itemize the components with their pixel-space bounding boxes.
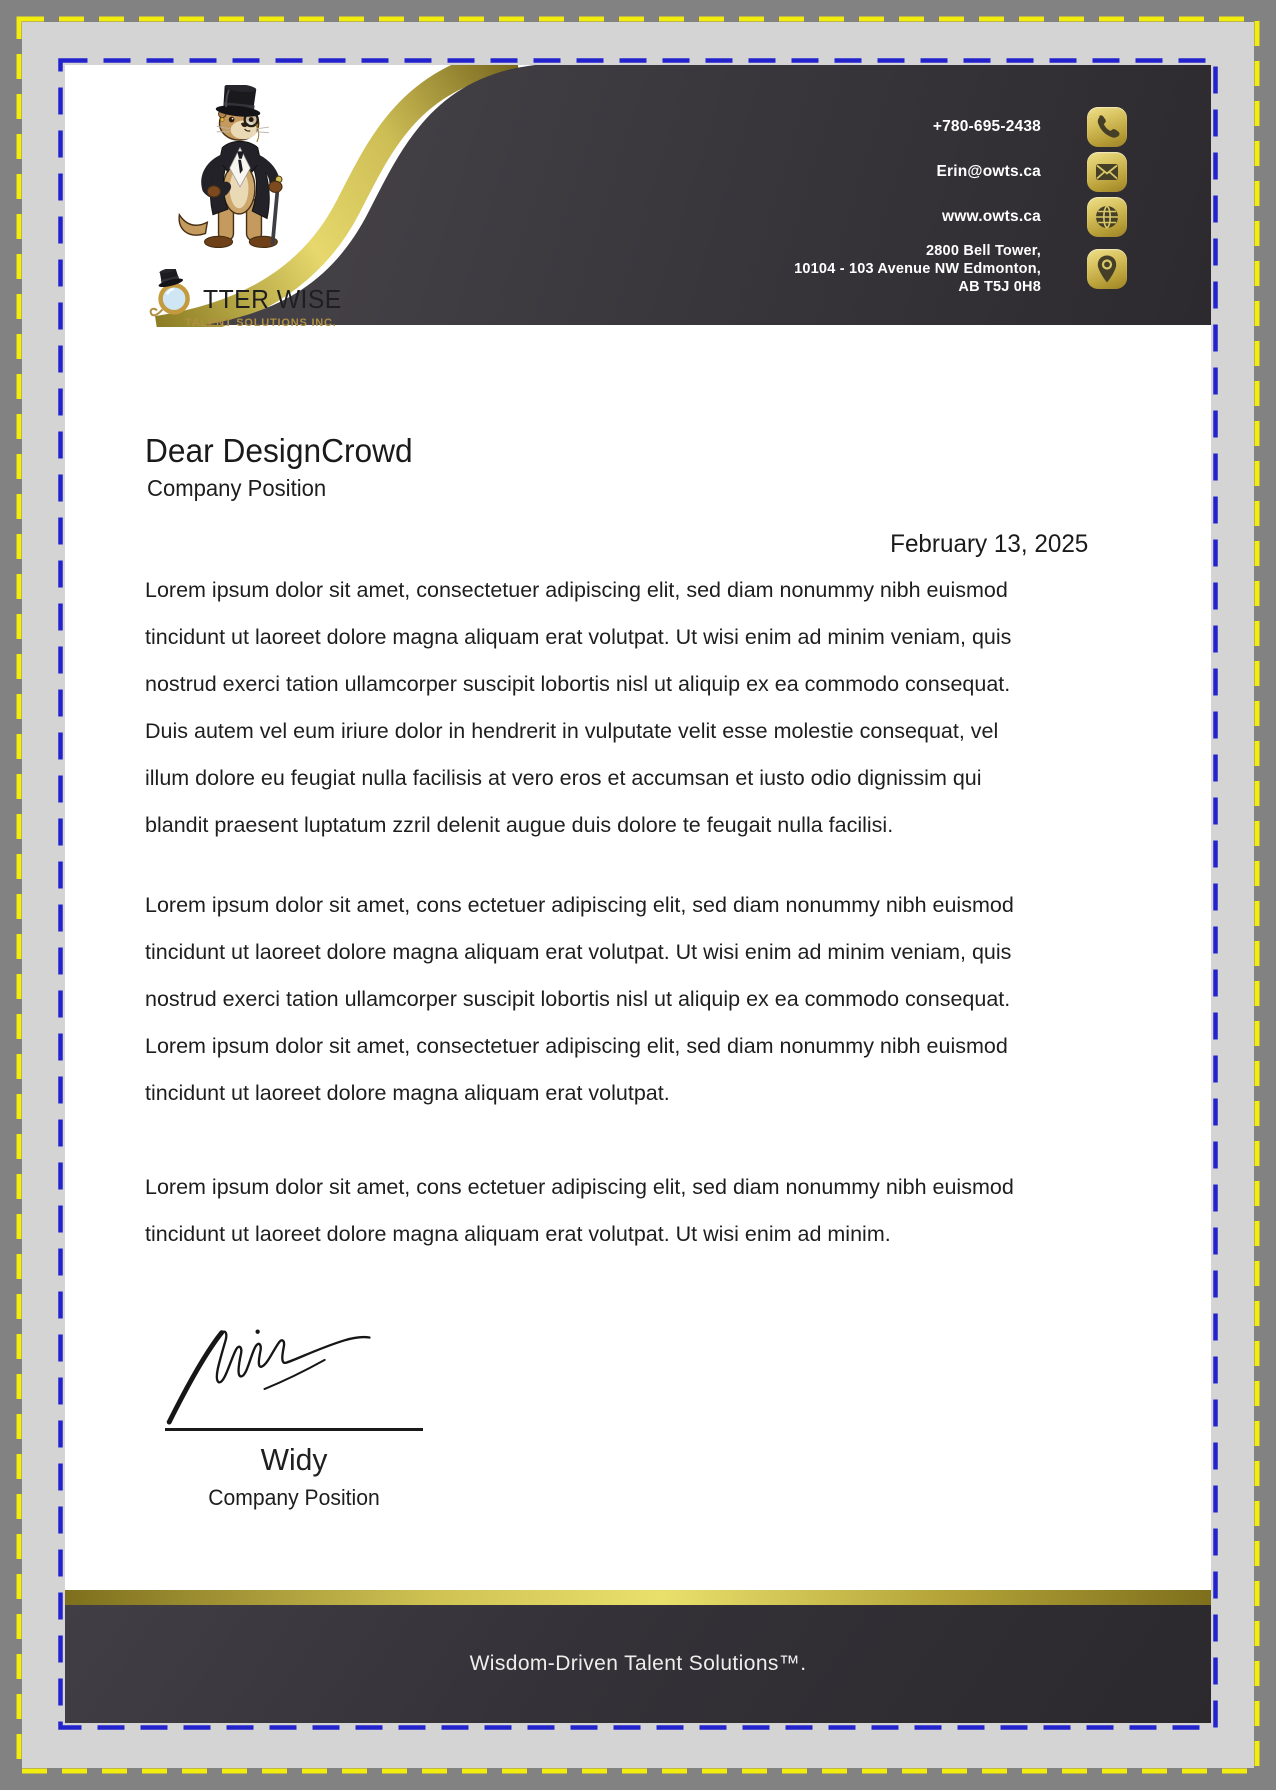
contact-row	[933, 107, 1127, 147]
globe-icon	[1087, 197, 1127, 237]
paragraph-line: tincidunt ut laoreet dolore magna aliquam erat volutpat. Ut wisi enim ad minim veniam, quis	[145, 940, 1012, 964]
letter-body	[145, 567, 1115, 1291]
footer-gold-bar	[65, 1590, 1211, 1605]
paragraph-line: blandit praesent luptatum zzril delenit augue duis dolore te feugait nulla facilisi.	[145, 813, 894, 837]
signature-scribble	[161, 1321, 399, 1426]
letter-date: February 13, 2025	[889, 530, 1088, 558]
mascot-tail	[179, 215, 207, 235]
location-icon	[1087, 249, 1127, 289]
contact-text: +780-695-2438	[932, 118, 1041, 135]
letterhead-page	[65, 65, 1211, 1723]
paragraph	[145, 567, 1115, 849]
paragraph-line: Duis autem vel eum iriure dolor in hendrerit in vulputate velit esse molestie consequat, vel	[145, 719, 999, 743]
signer-name: Widy	[260, 1442, 328, 1477]
paragraph-line: tincidunt ut laoreet dolore magna aliquam erat volutpat.	[145, 1081, 670, 1105]
paragraph-line: tincidunt ut laoreet dolore magna aliquam erat volutpat. Ut wisi enim ad minim.	[145, 1222, 891, 1246]
paragraph	[145, 882, 1115, 1117]
signature-rule	[165, 1428, 423, 1431]
footer-tagline: Wisdom-Driven Talent Solutions™.	[469, 1652, 807, 1675]
paragraph	[145, 1164, 1115, 1258]
paragraph-line: Lorem ipsum dolor sit amet, consectetuer adipiscing elit, sed diam nonummy nibh euismod	[145, 1034, 1008, 1058]
paragraph-line: Lorem ipsum dolor sit amet, consectetuer adipiscing elit, sed diam nonummy nibh euismod	[145, 578, 1008, 602]
footer-bar	[65, 1605, 1211, 1723]
contact-text: www.owts.ca	[942, 208, 1041, 225]
signature-block	[165, 1321, 423, 1511]
email-icon	[1087, 152, 1127, 192]
paragraph-line: nostrud exerci tation ullamcorper suscipit lobortis nisl ut aliquip ex ea commodo consequat.	[145, 987, 1011, 1011]
recipient-title: Company Position	[147, 475, 327, 501]
phone-icon	[1087, 107, 1127, 147]
contact-row	[942, 197, 1127, 237]
contact-row	[794, 242, 1127, 296]
contact-text: 2800 Bell Tower, 10104 - 103 Avenue NW Edmonton, AB T5J 0H8	[794, 243, 1041, 295]
paragraph-line: Lorem ipsum dolor sit amet, cons ectetuer adipiscing elit, sed diam nonummy nibh euismod	[145, 1175, 1014, 1199]
signer-title: Company Position	[208, 1485, 380, 1510]
paragraph-line: nostrud exerci tation ullamcorper suscipit lobortis nisl ut aliquip ex ea commodo consequat.	[145, 672, 1011, 696]
monocle-o-icon	[148, 269, 202, 323]
paragraph-line: Lorem ipsum dolor sit amet, cons ectetuer adipiscing elit, sed diam nonummy nibh euismod	[145, 893, 1014, 917]
logo-tagline: TALENT SOLUTIONS INC.	[185, 317, 337, 329]
recipient-name: Dear DesignCrowd	[145, 432, 413, 469]
otter-mascot	[170, 85, 310, 255]
logo-lockup	[148, 269, 468, 329]
contact-text: Erin@owts.ca	[936, 163, 1041, 180]
paragraph-line: illum dolore eu feugiat nulla facilisis at vero eros et accumsan et iusto odio dignissim qui	[145, 766, 982, 790]
logo-wordmark: TTER WISE	[203, 284, 342, 314]
mascot-earring	[220, 118, 224, 122]
paragraph-line: tincidunt ut laoreet dolore magna aliquam erat volutpat. Ut wisi enim ad minim veniam, quis	[145, 625, 1012, 649]
contact-list	[794, 107, 1127, 296]
contact-row	[936, 152, 1127, 192]
